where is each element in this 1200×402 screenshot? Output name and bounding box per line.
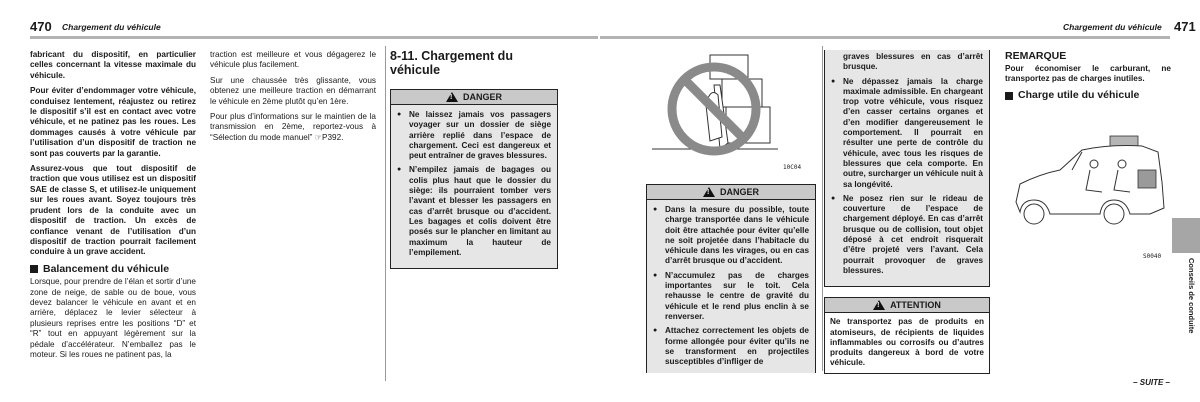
danger-box (390, 89, 558, 269)
remark-title: REMARQUE (1005, 50, 1067, 62)
danger-body (647, 200, 815, 373)
danger-label: DANGER (719, 186, 759, 197)
figure-code: 10C04 (783, 164, 802, 171)
paragraph: Lorsque, pour prendre de l’élan et sortir d’une zone de neige, de sable ou de boue, vous devez balancer le véhicule en avant et en arrière, déplacez le levier sélecteur à plusieurs reprises entre les positions “D” et “R” tout en appuyant légèrement sur la pédale d’accélérateur. N’emballez pas le moteur. Si les roues ne patinent pas, la (30, 277, 196, 359)
side-tab-label: Conseils de conduite (1187, 258, 1196, 334)
right-page (600, 0, 1200, 402)
left-col-3 (390, 50, 558, 269)
danger-box (646, 184, 816, 373)
prohibited-luggage-illustration (648, 45, 796, 173)
paragraph: Assurez-vous que tout dispositif de traction que vous utilisez est un dispositif SAE de classe S, et utilisez-le uniquement sur les roues avant. Soyez toujours très prudent lors de la conduite avec un dispositif de traction. Un excès de confiance venant de l’utilisation d’un dispositif de traction pourrait facilement conduire à un grave accident. (30, 164, 196, 257)
attention-header (825, 298, 989, 313)
attention-body: Ne transportez pas de produits en atomiseurs, de récipients de liquides inflammables ou corrosifs ou d’autres produits dangereux à bord de votre véhicule. (830, 317, 984, 368)
list-item: ● Dans la mesure du possible, toute charge transportée dans le véhicule doit être attachée pour éviter qu’elle ne soit projetée dans l’habitacle du véhicule dans les virages, ou en cas d’arrêt brusque ou d’accident. (653, 205, 809, 267)
left-col-1 (30, 50, 196, 365)
footer-continued: – SUITE – (1133, 378, 1170, 387)
header-rule (30, 36, 598, 39)
right-col-1 (646, 184, 816, 373)
attention-box (824, 297, 990, 373)
header-title: Chargement du véhicule (62, 22, 161, 32)
danger-label: DANGER (462, 91, 502, 102)
right-col-3 (1005, 50, 1171, 104)
page-number: 471 (1174, 19, 1196, 34)
paragraph: graves blessures en cas d’arrêt brusque. (843, 52, 983, 72)
danger-header (391, 90, 557, 105)
paragraph: Pour plus d’informations sur le maintien de la transmission en 2ème, reportez-vous à “Sélection du mode manuel” ☞P392. (210, 112, 376, 142)
list-item: ● Ne laissez jamais vos passagers voyager sur un dossier de siège arrière replié dans l’espace de chargement. Ceci est dangereux et peut entraîner de graves blessures. (397, 110, 551, 161)
left-page (0, 0, 598, 402)
left-col-2 (210, 50, 376, 148)
figure-code: S0040 (1143, 253, 1162, 260)
list-item: ● N’accumulez pas de charges importantes sur le toit. Cela rehausse le centre de gravité du véhicule et le rend plus enclin à se renverser. (653, 271, 809, 322)
attention-label: ATTENTION (890, 300, 941, 311)
figure-vehicle-load (1010, 122, 1175, 240)
page-number: 470 (30, 19, 52, 34)
section-heading (30, 264, 196, 274)
paragraph: Pour économiser le carburant, ne transportez pas de charges inutiles. (1005, 63, 1171, 83)
paragraph: fabricant du dispositif, en particulier celles concernant la vitesse maximale du véhicule. (30, 50, 196, 80)
figure-no-stacking (648, 45, 796, 173)
square-bullet-icon (30, 265, 38, 273)
header-title: Chargement du véhicule (1063, 22, 1162, 32)
paragraph: traction est meilleure et vous dégagerez le véhicule plus facilement. (210, 50, 376, 70)
list-item: ● N’empilez jamais de bagages ou colis plus haut que le dossier du siège: ils pourraient tomber vers l’avant et blesser les passagers en cas d’arrêt brusque ou d’accident. Les bagages et colis doivent être posés sur le plancher en limitant au maximum la hauteur de l’empilement. (397, 165, 551, 258)
car-side-illustration (1010, 122, 1175, 240)
column-divider (385, 46, 386, 381)
danger-body (391, 105, 557, 268)
list-item: ● Attachez correctement les objets de forme allongée pour éviter qu’ils ne se transforment en projectiles susceptibles d’infliger de (653, 326, 809, 367)
square-bullet-icon (1005, 92, 1013, 100)
paragraph: Sur une chaussée très glissante, vous obtenez une meilleure traction en démarrant le véhicule en 2ème plutôt qu’en 1ère. (210, 75, 376, 106)
warning-triangle-icon (446, 92, 458, 102)
section-heading-text: Balancement du véhicule (43, 262, 170, 275)
list-item: ● Ne dépassez jamais la charge maximale admissible. En chargeant trop votre véhicule, vous risquez d’en casser certains organes et d’en modifier dangereusement le comportement. Il pourrait en résulter une perte de contrôle du véhicule, avec tous les risques de blessures que cela comporte. En outre, surcharger un véhicule nuit à sa longévité. (831, 77, 983, 190)
danger-continued (824, 50, 990, 287)
side-tab (1172, 218, 1200, 253)
danger-header (647, 185, 815, 200)
header-rule (600, 36, 1170, 39)
right-col-2 (824, 50, 990, 374)
column-divider (822, 46, 823, 371)
warning-triangle-icon (703, 187, 715, 197)
warning-triangle-icon (873, 300, 885, 310)
section-title: 8-11. Chargement du véhicule (390, 49, 513, 77)
list-item: ● Ne posez rien sur le rideau de couverture de l’espace de chargement déployé. En cas d’arrêt brusque ou de collision, tout objet déposé à cet endroit risquerait d’être projeté vers l’avant. Cela pourrait provoquer de graves blessures. (831, 194, 983, 276)
section-heading (1005, 90, 1171, 100)
section-heading-text: Charge utile du véhicule (1018, 89, 1140, 102)
paragraph: Pour éviter d’endommager votre véhicule, conduisez lentement, réajustez ou retirez le dispositif s’il est en contact avec votre véhicule, et ne patinez pas les roues. Les dommages causés à votre véhicule par l’utilisation d’un dispositif de traction ne sont pas couverts par la garantie. (30, 86, 196, 158)
